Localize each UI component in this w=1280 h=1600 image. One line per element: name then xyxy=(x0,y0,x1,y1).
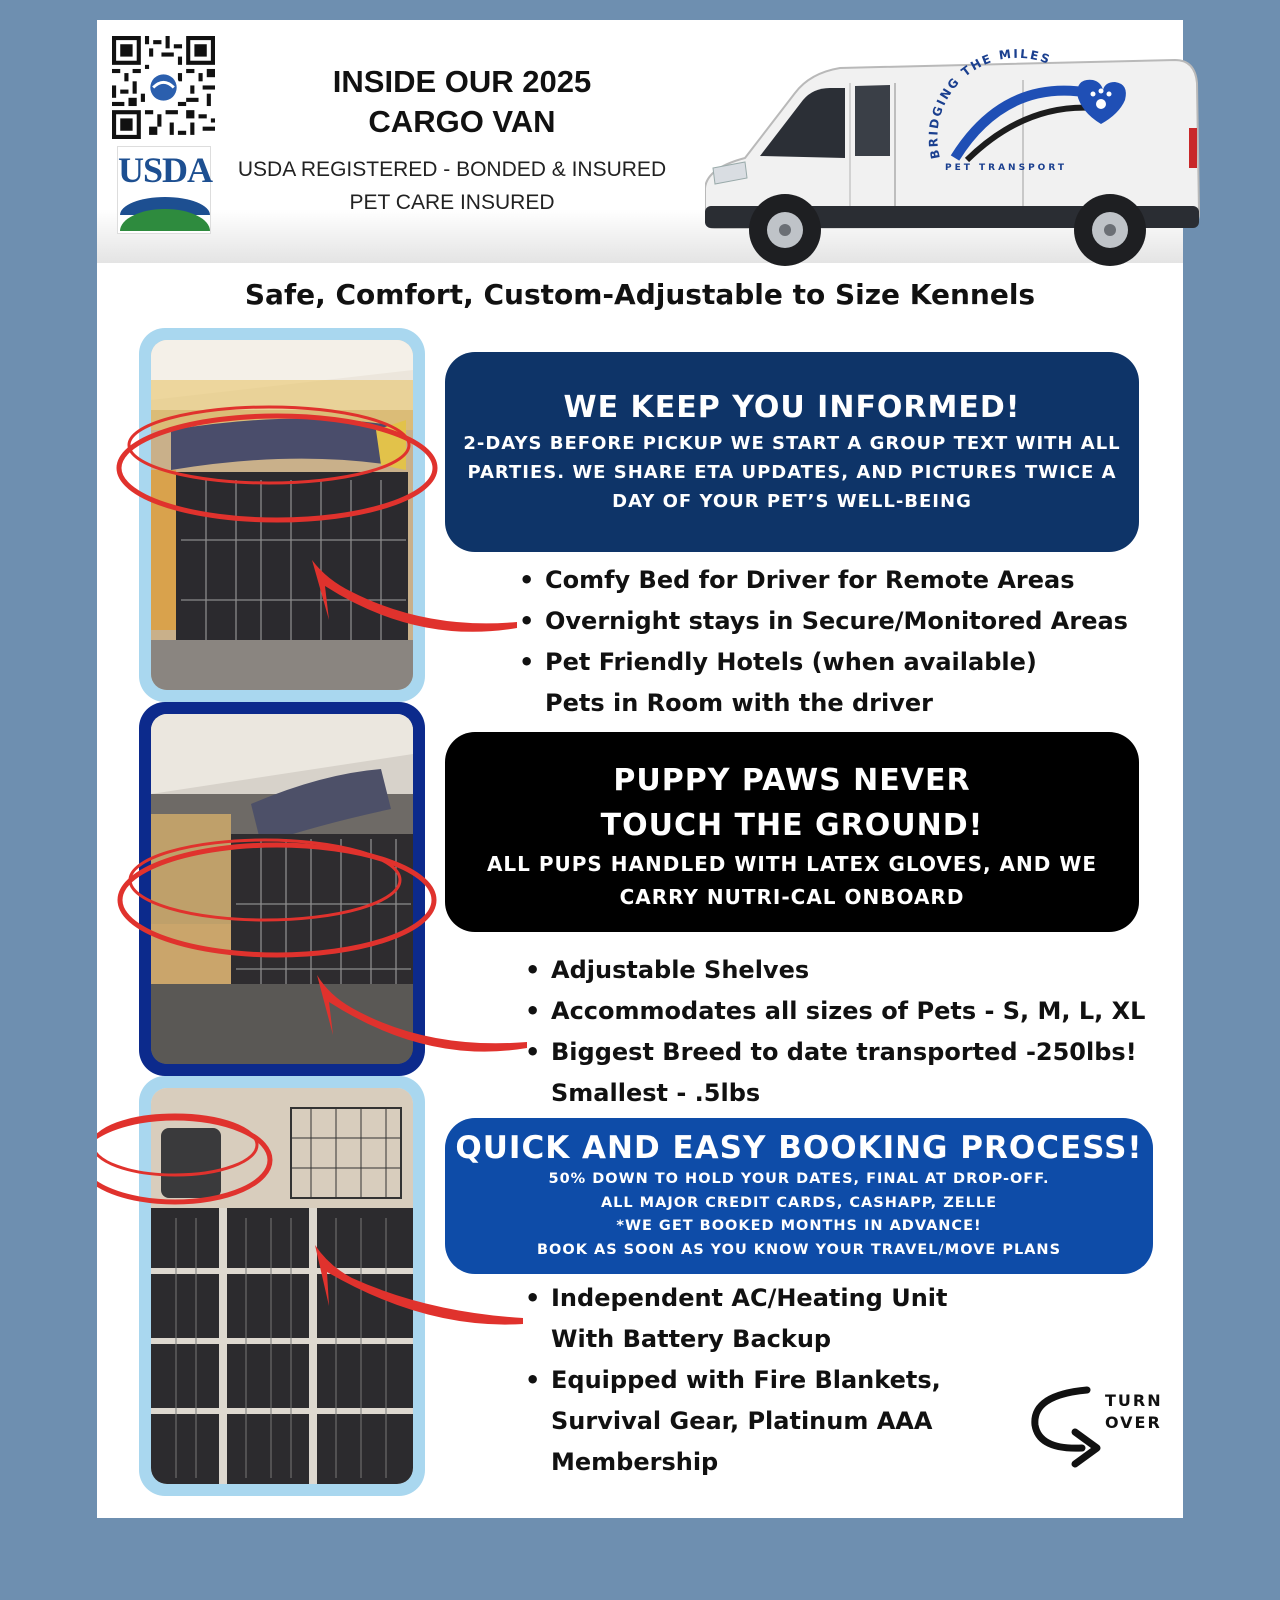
kennel-photo-1-frame xyxy=(139,328,425,702)
puppy-paws-banner-line: ALL PUPS HANDLED WITH LATEX GLOVES, AND WE xyxy=(486,852,1098,876)
tagline: Safe, Comfort, Custom-Adjustable to Size Kennels xyxy=(244,278,1036,311)
informed-banner-title: WE KEEP YOU INFORMED! xyxy=(563,390,1021,425)
kennel-photo-2-frame xyxy=(139,702,425,1076)
informed-banner xyxy=(445,352,1139,552)
booking-banner-line: ALL MAJOR CREDIT CARDS, CASHAPP, ZELLE xyxy=(600,1194,998,1211)
puppy-paws-title-line1: PUPPY PAWS NEVER xyxy=(613,763,971,798)
turn-over-line1: TURN xyxy=(1105,1391,1163,1410)
kennel-photo-3 xyxy=(151,1088,413,1484)
flyer-sheet xyxy=(97,20,1183,1518)
list-item: • Overnight stays in Secure/Monitored Areas xyxy=(519,601,1128,642)
booking-banner-line: BOOK AS SOON AS YOU KNOW YOUR TRAVEL/MOVE PLANS xyxy=(536,1241,1062,1258)
booking-banner-line: 50% DOWN TO HOLD YOUR DATES, FINAL AT DROP-OFF. xyxy=(548,1171,1050,1187)
booking-banner-line: *WE GET BOOKED MONTHS IN ADVANCE! xyxy=(616,1218,982,1234)
list-item: • Pet Friendly Hotels (when available) xyxy=(519,642,1128,683)
usda-logo xyxy=(117,146,211,234)
section2-feature-list xyxy=(525,950,1145,1114)
registration-line: USDA REGISTERED - BONDED & INSURED xyxy=(237,158,667,181)
turn-over-line2: OVER xyxy=(1105,1413,1162,1432)
section3-feature-list xyxy=(525,1278,948,1483)
booking-banner xyxy=(445,1118,1153,1274)
list-item-continuation: Survival Gear, Platinum AAA xyxy=(551,1407,933,1435)
section1-feature-list xyxy=(519,560,1128,724)
qr-code-icon xyxy=(112,36,215,139)
page-title-line2: CARGO VAN xyxy=(368,104,556,139)
van-brand-bottom: PET TRANSPORT xyxy=(945,163,1067,173)
list-item: • Biggest Breed to date transported -250lbs! xyxy=(525,1032,1145,1073)
kennel-photo-1 xyxy=(151,340,413,690)
insurance-line: PET CARE INSURED xyxy=(349,191,555,214)
page-title xyxy=(297,62,627,142)
informed-banner-line: PARTIES. WE SHARE ETA UPDATES, AND PICTURES TWICE A xyxy=(467,462,1117,483)
informed-banner-line: 2-DAYS BEFORE PICKUP WE START A GROUP TEXT WITH ALL xyxy=(463,433,1121,454)
puppy-paws-banner-line: CARRY NUTRI-CAL ONBOARD xyxy=(619,885,965,909)
cargo-van-illustration xyxy=(705,38,1203,270)
puppy-paws-title-line2: TOUCH THE GROUND! xyxy=(600,808,984,843)
booking-banner-title: QUICK AND EASY BOOKING PROCESS! xyxy=(455,1130,1143,1166)
curved-arrow-icon xyxy=(1027,1380,1107,1480)
kennel-photo-3-frame xyxy=(139,1076,425,1496)
list-item: • Adjustable Shelves xyxy=(525,950,1145,991)
list-item-continuation: With Battery Backup xyxy=(551,1325,832,1353)
turn-over-indicator xyxy=(1027,1380,1167,1480)
list-item: • Equipped with Fire Blankets, xyxy=(525,1360,948,1401)
informed-banner-line: DAY OF YOUR PET’S WELL-BEING xyxy=(612,491,972,512)
van-brand-top: BRIDGING THE MILES xyxy=(926,46,1054,161)
puppy-paws-banner xyxy=(445,732,1139,932)
list-item-continuation: Membership xyxy=(551,1448,719,1476)
list-item: • Comfy Bed for Driver for Remote Areas xyxy=(519,560,1128,601)
page-title-line1: INSIDE OUR 2025 xyxy=(332,64,592,99)
list-item-continuation: Smallest - .5lbs xyxy=(551,1079,761,1107)
usda-logo-text: USDA xyxy=(118,150,213,190)
list-item-continuation: Pets in Room with the driver xyxy=(545,689,933,717)
list-item: • Independent AC/Heating Unit xyxy=(525,1278,948,1319)
kennel-photo-2 xyxy=(151,714,413,1064)
list-item: • Accommodates all sizes of Pets - S, M, L, XL xyxy=(525,991,1145,1032)
